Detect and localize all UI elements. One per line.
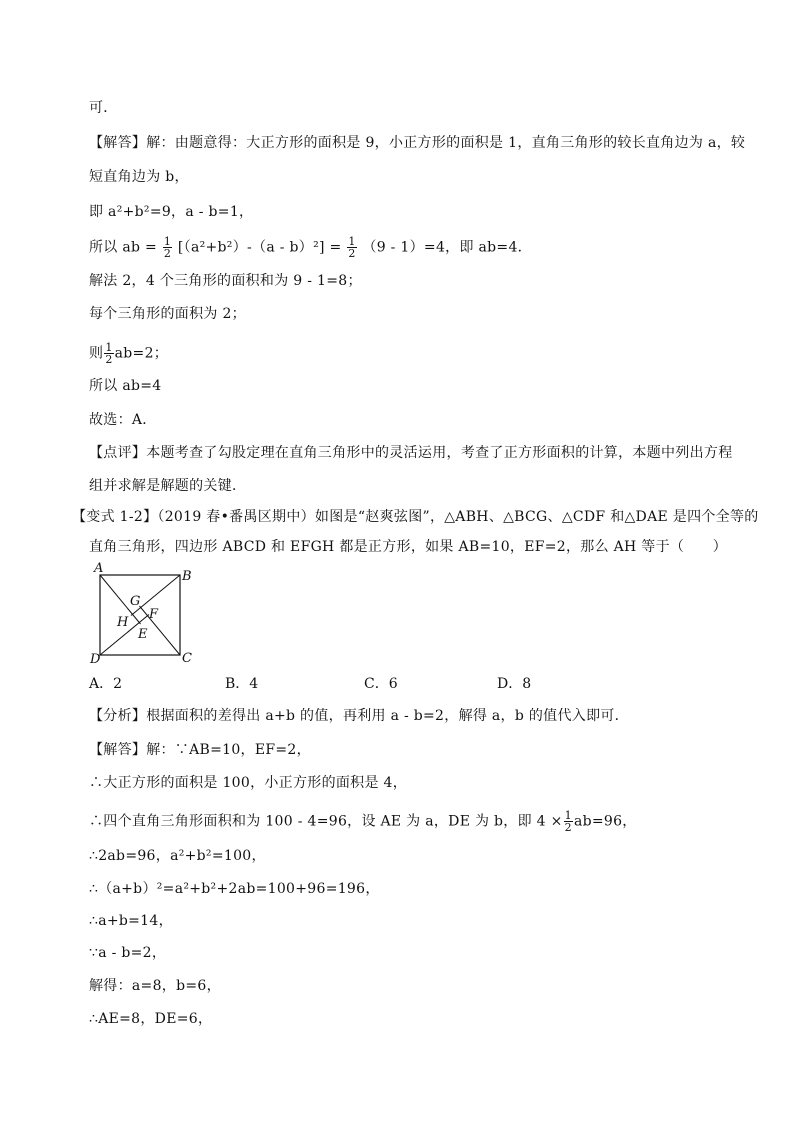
fraction bbox=[163, 236, 172, 259]
option-a: A．2 bbox=[89, 676, 123, 692]
text-line: ∴2ab=96，a²+b²=100， bbox=[89, 848, 266, 864]
label-a: A bbox=[94, 561, 104, 576]
label-b: B bbox=[182, 569, 192, 584]
text-line: 【点评】本题考查了勾股定理在直角三角形中的灵活运用，考查了正方形面积的计算，本题中列出方程 bbox=[89, 445, 733, 461]
text-line: 直角三角形，四边形 ABCD 和 EFGH 都是正方形，如果 AB=10，EF=2，那么 AH 等于（ ） bbox=[89, 539, 728, 555]
text-line: ∴大正方形的面积是 100，小正方形的面积是 4， bbox=[89, 775, 408, 791]
text-line: ∵a - b=2， bbox=[89, 945, 167, 961]
fraction bbox=[347, 236, 356, 259]
text-line: ∴（a+b）²=a²+b²+2ab=100+96=196， bbox=[89, 881, 380, 897]
text-segment: ab=2； bbox=[114, 345, 169, 362]
text-segment: [（a²+b²）-（a - b）²] = bbox=[177, 239, 342, 256]
fraction bbox=[104, 342, 113, 365]
label-c: C bbox=[182, 651, 192, 666]
label-d: D bbox=[90, 652, 101, 667]
text-line: 解法 2，4 个三角形的面积和为 9 - 1=8； bbox=[89, 273, 362, 289]
fraction-numerator: 1 bbox=[163, 235, 172, 248]
label-g: G bbox=[130, 594, 141, 609]
text-line: 所以 ab=4 bbox=[89, 378, 162, 394]
fraction-numerator: 1 bbox=[348, 235, 356, 248]
fraction-denominator: 2 bbox=[564, 821, 572, 834]
text-segment: 则 bbox=[89, 345, 104, 362]
text-line-with-fraction bbox=[89, 342, 168, 365]
zhao-shuang-diagram bbox=[86, 560, 206, 668]
text-line: 即 a²+b²=9，a - b=1， bbox=[89, 204, 254, 220]
text-segment: ab=96， bbox=[573, 813, 637, 830]
fraction-numerator: 1 bbox=[105, 341, 113, 354]
text-line: 短直角边为 b， bbox=[89, 169, 189, 185]
label-f: F bbox=[149, 607, 159, 622]
label-h: H bbox=[117, 615, 129, 630]
square-abcd bbox=[100, 575, 180, 655]
text-line: 每个三角形的面积为 2； bbox=[89, 306, 246, 322]
text-line: 【分析】根据面积的差得出 a+b 的值，再利用 a - b=2，解得 a，b 的值代入即可． bbox=[89, 708, 629, 724]
option-b: B．4 bbox=[225, 676, 259, 692]
text-line: 【解答】解：∵AB=10，EF=2， bbox=[89, 742, 311, 758]
text-line: 可． bbox=[89, 100, 118, 116]
text-segment: ∴四个直角三角形面积和为 100 - 4=96，设 AE 为 a，DE 为 b，即 4 × bbox=[89, 813, 563, 830]
fraction-denominator: 2 bbox=[348, 247, 356, 260]
text-line-with-fraction bbox=[89, 810, 637, 833]
text-line: 【解答】解：由题意得：大正方形的面积是 9，小正方形的面积是 1，直角三角形的较长直角边为 a，较 bbox=[89, 135, 746, 151]
option-d: D．8 bbox=[497, 676, 532, 692]
fraction-denominator: 2 bbox=[163, 247, 172, 260]
text-line: ∴AE=8，DE=6， bbox=[89, 1011, 213, 1027]
text-line: ∴a+b=14， bbox=[89, 913, 173, 929]
option-c: C．6 bbox=[364, 676, 398, 692]
fraction-denominator: 2 bbox=[105, 353, 113, 366]
text-line: 【变式 1-2】（2019 春•番禺区期中）如图是“赵爽弦图”，△ABH、△BCG、△CDF 和△DAE 是四个全等的 bbox=[72, 509, 759, 525]
fraction bbox=[564, 810, 573, 833]
label-e: E bbox=[138, 627, 148, 642]
text-line: 组并求解是解题的关键． bbox=[89, 478, 247, 494]
text-line: 故选：A． bbox=[89, 412, 157, 428]
text-line: 解得：a=8，b=6， bbox=[89, 978, 221, 994]
fraction-numerator: 1 bbox=[564, 809, 572, 822]
text-line-with-fractions bbox=[89, 236, 532, 259]
text-segment: （9 - 1）=4，即 ab=4． bbox=[362, 239, 532, 256]
text-segment: 所以 ab = bbox=[89, 239, 158, 256]
